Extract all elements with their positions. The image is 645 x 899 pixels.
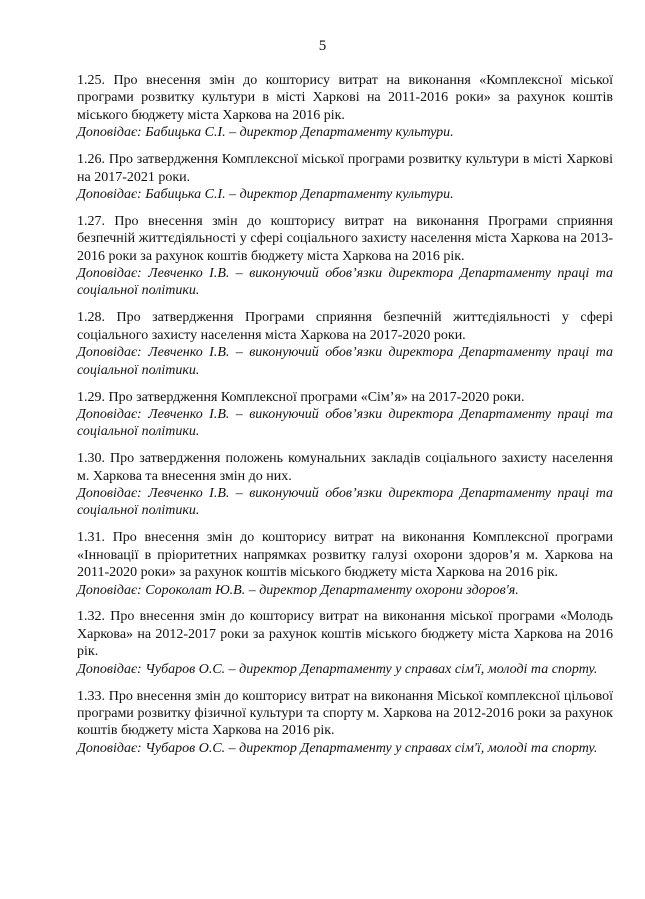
speaker-label: Доповідає: (77, 486, 142, 502)
agenda-item-1-28 (77, 309, 613, 379)
agenda-item-text: 1.33. Про внесення змін до кошторису витрат на виконання Міської комплексної цільової програми розвитку фізичної культури та спорту м. Харкова на 2012-2016 роки за рахунок коштів бюджету міста Харкова на 2016 рік. (77, 688, 613, 739)
speaker-name: Сороколат Ю.В. – директор Департаменту охорони здоров'я. (141, 582, 519, 598)
agenda-item-1-29 (77, 389, 613, 441)
speaker-label: Доповідає: (77, 582, 142, 598)
agenda-item-1-32 (77, 608, 613, 678)
agenda-item-speaker (77, 265, 613, 300)
agenda-item-text: 1.30. Про затвердження положень комунальних закладів соціального захисту населення м. Харкова та внесення змін до них. (77, 451, 613, 484)
agenda-item-speaker (77, 661, 613, 678)
agenda-item-text: 1.31. Про внесення змін до кошторису витрат на виконання Комплексної програми «Інновації в пріоритетних напрямках розвитку галузі охорони здоров’я м. Харкова на 2011-2020 роки» за рахунок коштів міського бюджету міста Харкова на 2016 рік. (77, 530, 613, 581)
agenda-item-text: 1.26. Про затвердження Комплексної міської програми розвитку культури в місті Харкові на 2017-2021 роки. (77, 152, 613, 185)
speaker-label: Доповідає: (77, 661, 142, 677)
speaker-name: Левченко І.В. – виконуючий обов’язки директора Департаменту праці та соціальної політики. (77, 406, 613, 440)
agenda-item-1-31 (77, 529, 613, 599)
agenda-item-1-27 (77, 213, 613, 300)
agenda-list (77, 72, 613, 767)
agenda-item-text: 1.29. Про затвердження Комплексної програми «Сім’я» на 2017-2020 роки. (77, 389, 525, 405)
speaker-name: Левченко І.В. – виконуючий обов’язки директора Департаменту праці та соціальної політики. (77, 345, 613, 378)
agenda-item-text: 1.27. Про внесення змін до кошторису витрат на виконання Програми сприяння безпечній життєдіяльності у сфері соціального захисту населення міста Харкова на 2013-2016 роки за рахунок коштів бюджету міста Харкова на 2016 рік. (77, 213, 613, 264)
speaker-label: Доповідає: (77, 740, 142, 756)
agenda-item-speaker (77, 740, 613, 757)
agenda-item-speaker (77, 124, 613, 141)
speaker-name: Бабицька С.І. – директор Департаменту культури. (141, 186, 454, 202)
agenda-item-1-33 (77, 688, 613, 758)
speaker-name: Чубаров О.С. – директор Департаменту у справах сім'ї, молоді та спорту. (141, 740, 598, 756)
agenda-item-text: 1.25. Про внесення змін до кошторису витрат на виконання «Комплексної міської програми розвитку культури в місті Харкові на 2011-2016 роки» за рахунок коштів міського бюджету міста Харкова на 2016 рік. (77, 73, 613, 123)
agenda-item-1-30 (77, 450, 613, 520)
speaker-label: Доповідає: (77, 406, 142, 422)
agenda-item-text: 1.28. Про затвердження Програми сприяння безпечній життєдіяльності у сфері соціального захисту населення міста Харкова на 2017-2020 роки. (77, 310, 613, 343)
agenda-item-speaker (77, 582, 613, 599)
speaker-name: Левченко І.В. – виконуючий обов’язки директора Департаменту праці та соціальної політики. (77, 266, 613, 299)
speaker-name: Бабицька С.І. – директор Департаменту культури. (141, 125, 454, 141)
speaker-name: Чубаров О.С. – директор Департаменту у справах сім'ї, молоді та спорту. (141, 661, 598, 677)
page-number: 5 (318, 38, 327, 54)
speaker-label: Доповідає: (77, 266, 142, 282)
agenda-item-speaker (77, 186, 613, 203)
speaker-label: Доповідає: (77, 186, 142, 202)
speaker-label: Доповідає: (77, 345, 142, 361)
agenda-item-1-26 (77, 151, 613, 203)
agenda-item-speaker (77, 485, 613, 520)
agenda-item-speaker (77, 406, 613, 441)
agenda-item-speaker (77, 344, 613, 379)
speaker-label: Доповідає: (77, 125, 142, 141)
speaker-name: Левченко І.В. – виконуючий обов’язки директора Департаменту праці та соціальної політики. (77, 486, 613, 519)
agenda-item-text: 1.32. Про внесення змін до кошторису витрат на виконання міської програми «Молодь Харкова» на 2012-2017 роки за рахунок коштів міського бюджету міста Харкова на 2016 рік. (77, 609, 613, 660)
agenda-item-1-25 (77, 72, 613, 142)
